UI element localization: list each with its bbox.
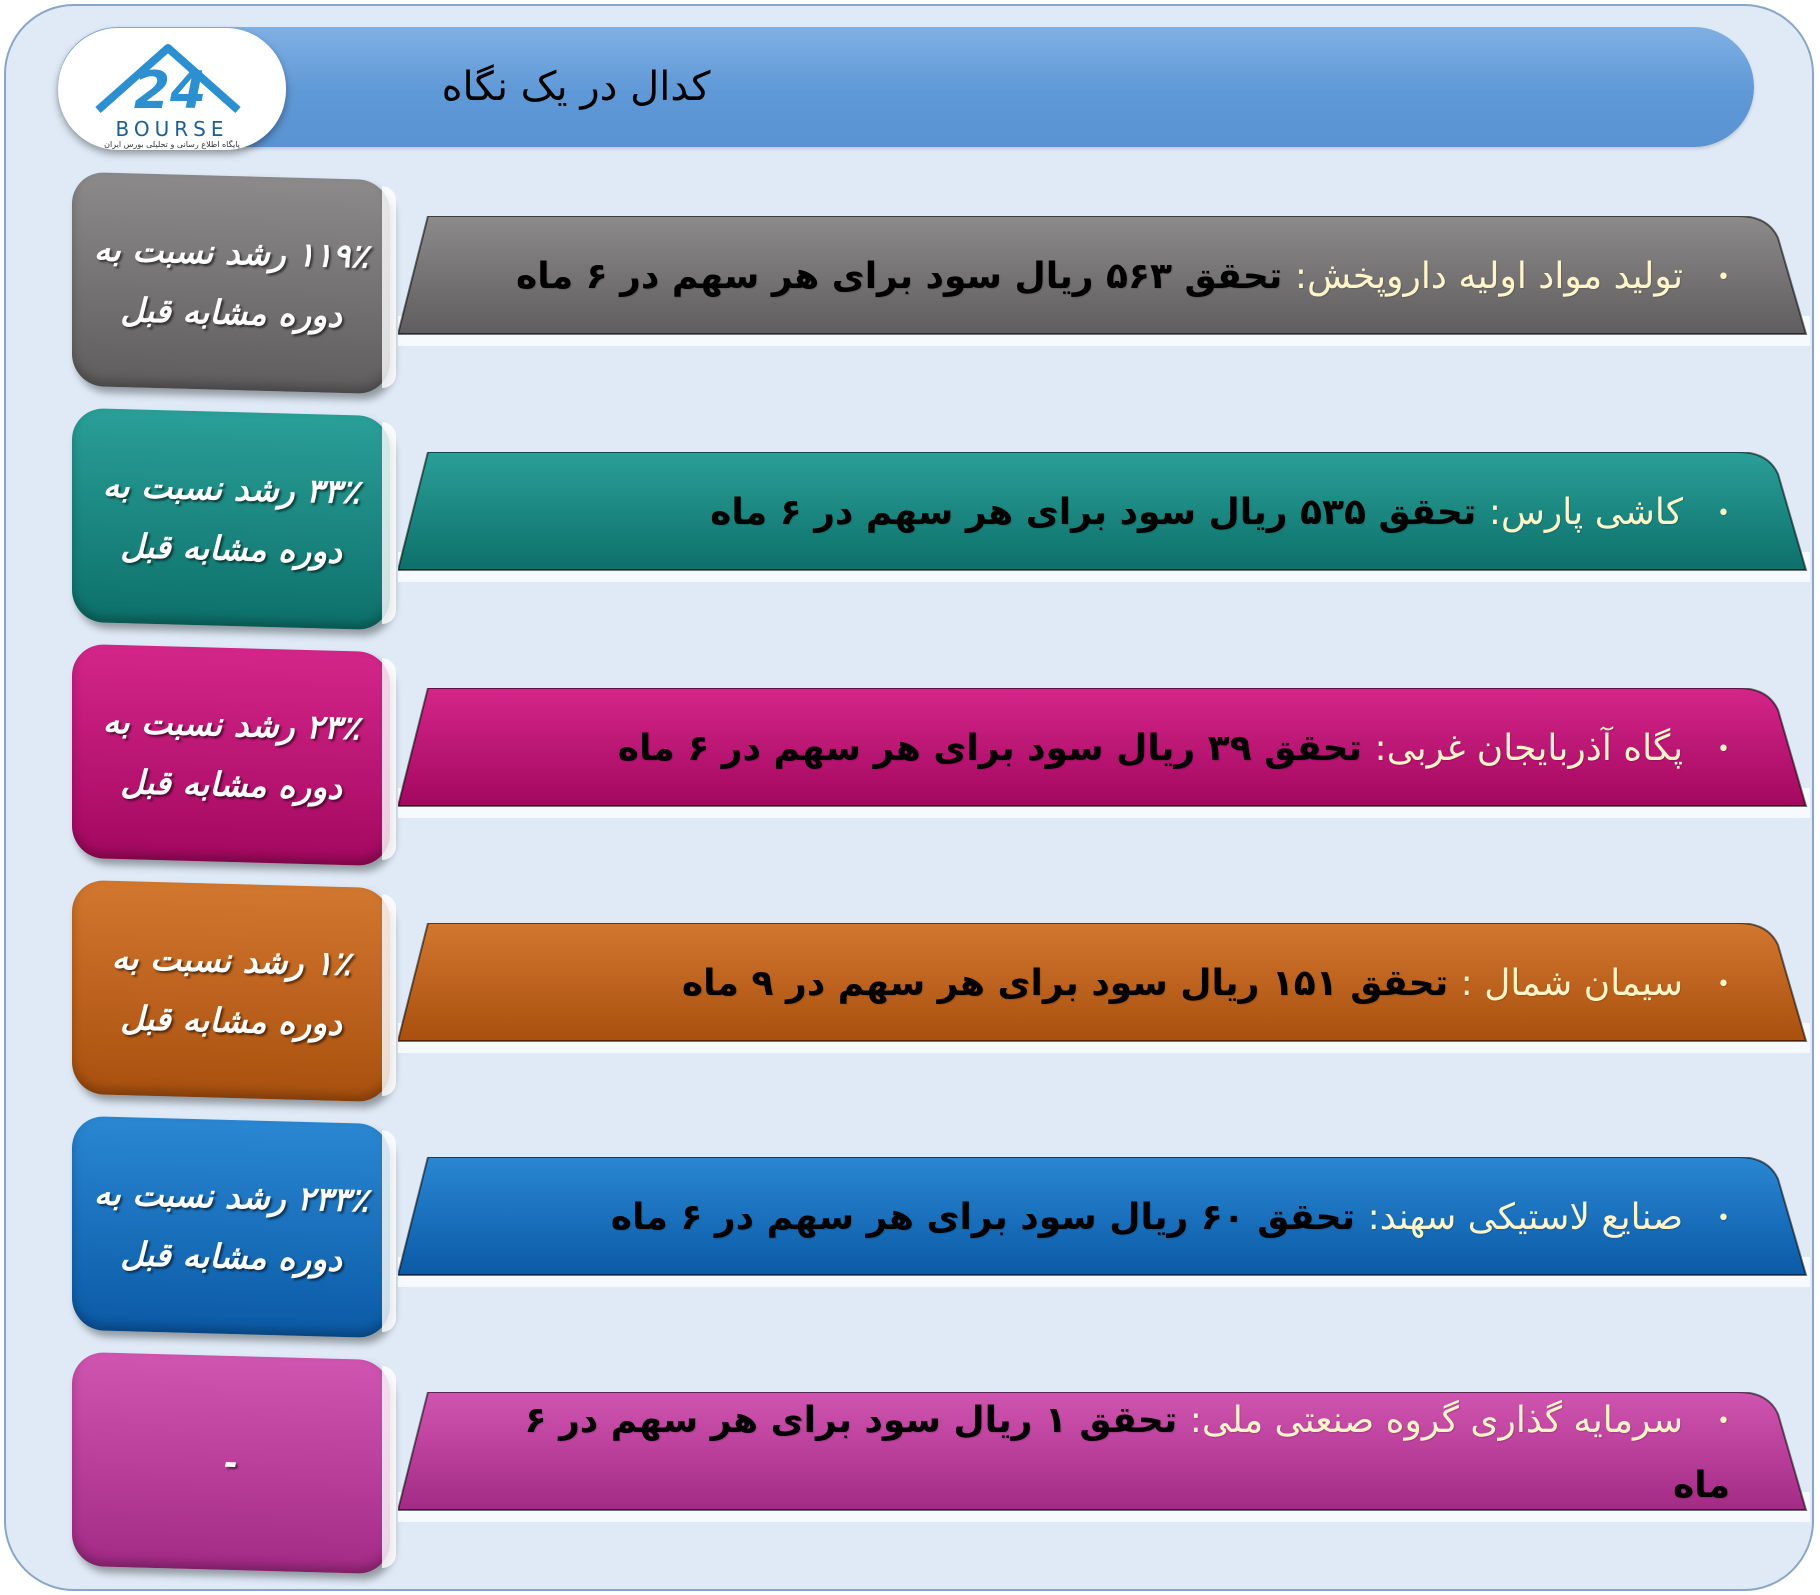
company-bar	[398, 923, 1810, 1063]
growth-badge-text: ۳۳٪ رشد نسبت به دوره مشابه قبل	[102, 465, 360, 571]
growth-badge-text: ۲۳۳٪ رشد نسبت به دوره مشابه قبل	[93, 1173, 369, 1279]
growth-badge	[72, 172, 390, 394]
earnings-detail: تحقق ۱۵۱ ریال سود برای هر سهم در ۹ ماه	[681, 962, 1461, 1004]
growth-badge-text: ۱٪ رشد نسبت به دوره مشابه قبل	[111, 937, 351, 1043]
growth-badge	[72, 1352, 390, 1574]
svg-text:24: 24	[133, 61, 207, 121]
company-name: سیمان شمال :	[1460, 962, 1684, 1004]
logo	[58, 28, 286, 150]
company-bar	[398, 688, 1810, 828]
bullet-icon: •	[1717, 1205, 1730, 1231]
bullet-icon: •	[1717, 264, 1730, 290]
growth-badge-text: -	[224, 1442, 238, 1483]
company-bar	[398, 1392, 1810, 1532]
company-bar	[398, 1157, 1810, 1297]
bullet-icon: •	[1717, 500, 1730, 526]
company-name: تولید مواد اولیه داروپخش:	[1294, 255, 1684, 297]
earnings-detail: تحقق ۱ ریال سود برای هر سهم در ۶ ماه	[524, 1399, 1730, 1506]
bourse24-logo-icon	[58, 28, 286, 150]
earnings-detail: تحقق ۵۳۵ ریال سود برای هر سهم در ۶ ماه	[710, 491, 1489, 533]
bar-text	[490, 1157, 1730, 1279]
header-banner	[58, 27, 1754, 147]
company-name: صنایع لاستیکی سهند:	[1367, 1196, 1684, 1238]
bar-text	[490, 216, 1730, 338]
earnings-detail: تحقق ۵۶۳ ریال سود برای هر سهم در ۶ ماه	[516, 255, 1295, 297]
logo-tagline: پایگاه اطلاع رسانی و تحلیلی بورس ایران	[104, 140, 240, 149]
company-bar	[398, 216, 1810, 356]
bar-text	[490, 1392, 1730, 1514]
logo-word: BOURSE	[115, 117, 229, 141]
growth-badge-text: ۲۳٪ رشد نسبت به دوره مشابه قبل	[102, 701, 360, 807]
growth-badge	[72, 1116, 390, 1338]
company-name: سرمایه گذاری گروه صنعتی ملی:	[1189, 1399, 1684, 1441]
bar-text	[490, 923, 1730, 1045]
bullet-icon: •	[1717, 971, 1730, 997]
earnings-detail: تحقق ۳۹ ریال سود برای هر سهم در ۶ ماه	[617, 727, 1375, 769]
company-name: کاشی پارس:	[1488, 491, 1684, 533]
earnings-detail: تحقق ۶۰ ریال سود برای هر سهم در ۶ ماه	[610, 1196, 1368, 1238]
growth-badge-text: ۱۱۹٪ رشد نسبت به دوره مشابه قبل	[93, 229, 369, 335]
company-bar	[398, 452, 1810, 592]
bullet-icon: •	[1717, 736, 1730, 762]
company-name: پگاه آذربایجان غربی:	[1374, 727, 1684, 769]
growth-badge	[72, 644, 390, 866]
page-title: کدال در یک نگاه	[441, 64, 711, 110]
growth-badge	[72, 408, 390, 630]
bar-text	[490, 452, 1730, 574]
growth-badge	[72, 880, 390, 1102]
bar-text	[490, 688, 1730, 810]
bullet-icon: •	[1717, 1408, 1730, 1434]
